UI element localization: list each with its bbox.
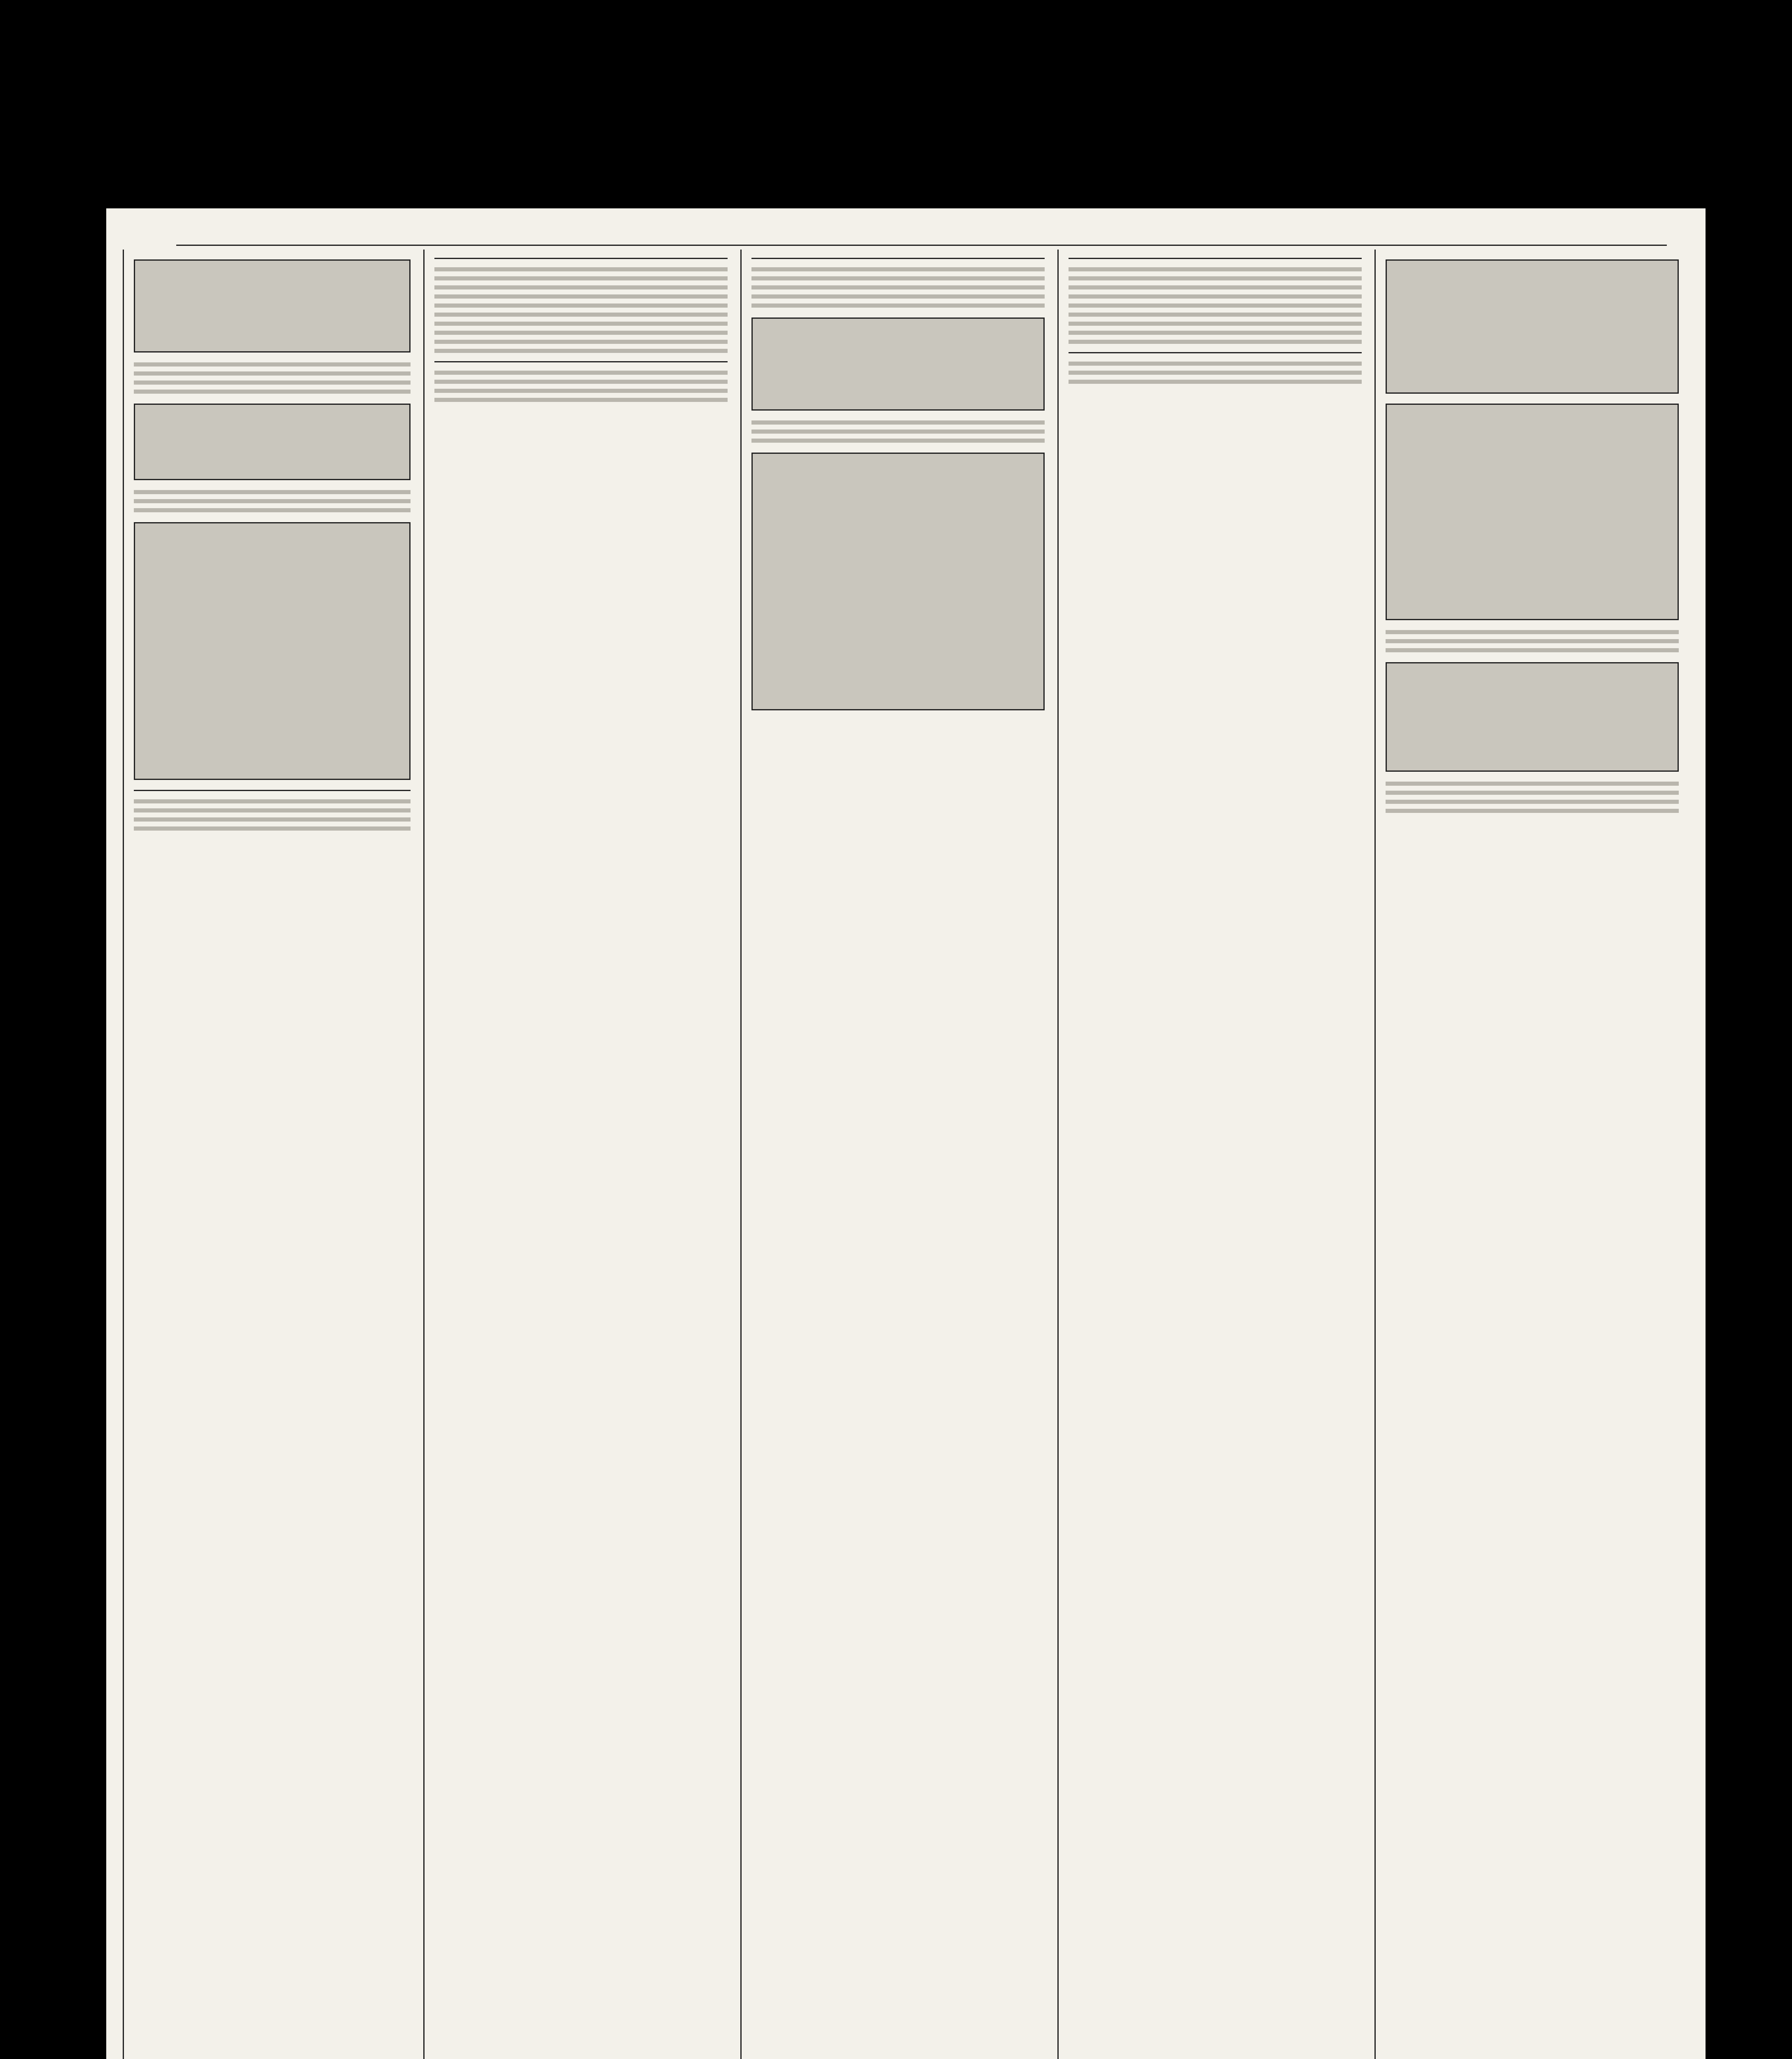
column-4	[1057, 250, 1372, 2059]
column-2	[423, 250, 737, 2059]
column-1	[123, 250, 420, 2059]
column-5	[1374, 250, 1689, 2059]
illustration-block	[751, 453, 1045, 710]
column-3	[740, 250, 1055, 2059]
illustration-block	[134, 522, 411, 780]
ad-block	[751, 317, 1045, 411]
ad-block	[1386, 259, 1679, 394]
ad-block	[134, 404, 411, 480]
page-header	[176, 220, 1667, 246]
illustration-block	[1386, 404, 1679, 620]
ad-block	[1386, 662, 1679, 772]
newspaper-page	[106, 208, 1706, 2059]
ad-block	[134, 259, 411, 353]
